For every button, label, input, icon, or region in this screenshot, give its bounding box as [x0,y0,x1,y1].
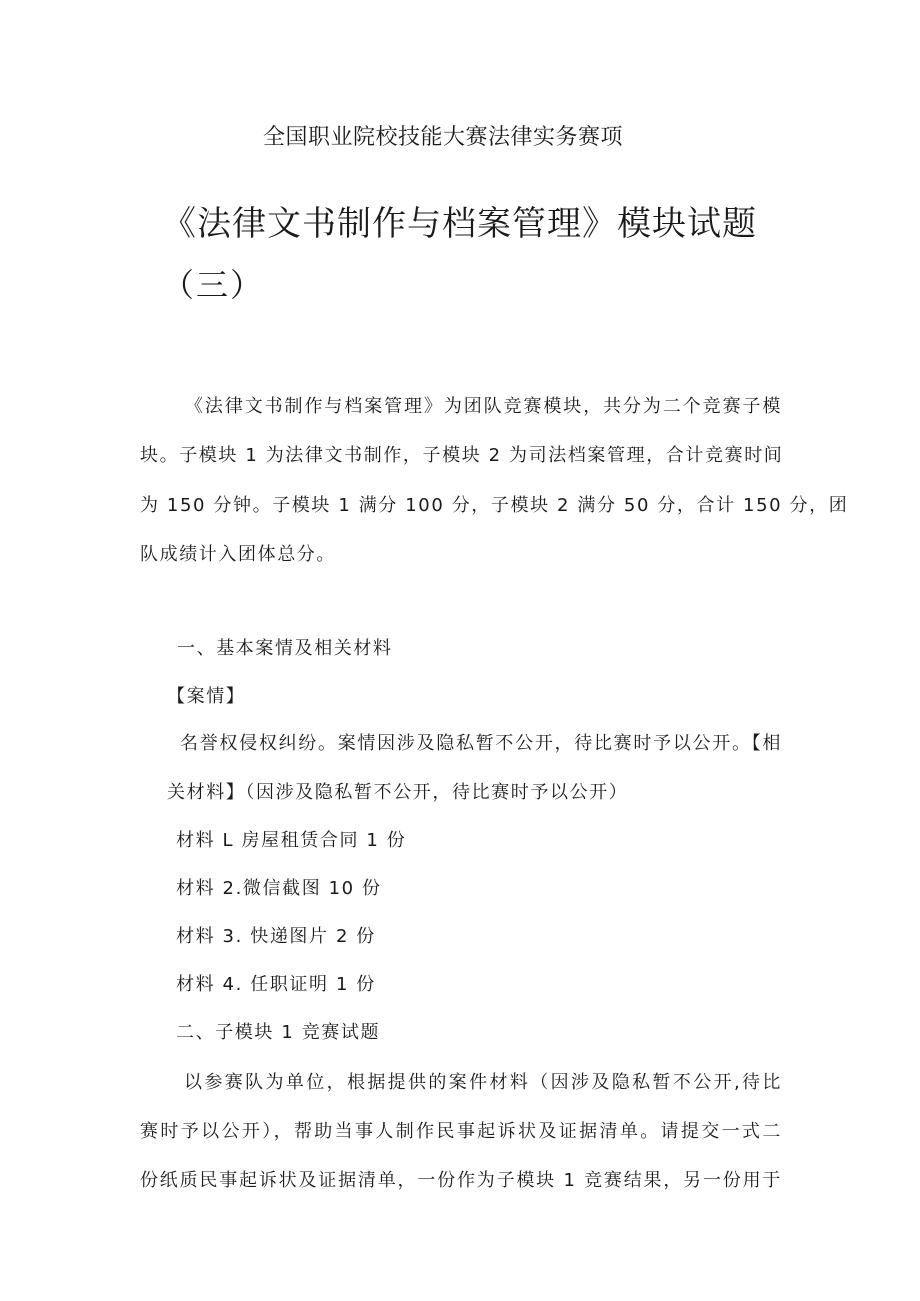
intro-line-1: 《法律文书制作与档案管理》为团队竞赛模块，共分为二个竞赛子模 [185,396,782,417]
section1-heading: 一、基本案情及相关材料 [177,638,393,659]
intro-line-2: 块。子模块 1 为法律文书制作，子模块 2 为司法档案管理，合计竞赛时间 [140,445,784,466]
section2-line-1: 以参赛队为单位，根据提供的案件材料（因涉及隐私暂不公开,待比 [184,1072,782,1093]
document-title: 《法律文书制作与档案管理》模块试题 [162,204,757,244]
material-item-1: 材料 L 房屋租赁合同 1 份 [176,830,407,851]
intro-line-4: 队成绩计入团体总分。 [140,544,336,565]
section2-line-2: 赛时予以公开），帮助当事人制作民事起诉状及证据清单。请提交一式二 [140,1121,782,1142]
intro-line-3: 为 150 分钟。子模块 1 满分 100 分，子模块 2 满分 50 分，合计 150 分，团 [140,495,849,516]
material-item-2: 材料 2.微信截图 10 份 [176,878,382,899]
material-item-3: 材料 3. 快递图片 2 份 [176,926,376,947]
case-line-1: 名誉权侵权纠纷。案情因涉及隐私暂不公开，待比赛时予以公开。【相 [180,733,782,754]
case-line-2: 关材料】（因涉及隐私暂不公开，待比赛时予以公开） [167,782,629,803]
section2-line-3: 份纸质民事起诉状及证据清单，一份作为子模块 1 竞赛结果，另一份用于 [140,1170,782,1191]
case-label: 【案情】 [167,686,246,707]
material-item-4: 材料 4. 任职证明 1 份 [176,974,376,995]
competition-subtitle: 全国职业院校技能大赛法律实务赛项 [263,125,624,150]
section2-heading: 二、子模块 1 竞赛试题 [176,1022,381,1043]
document-title-number: （三） [162,266,265,304]
